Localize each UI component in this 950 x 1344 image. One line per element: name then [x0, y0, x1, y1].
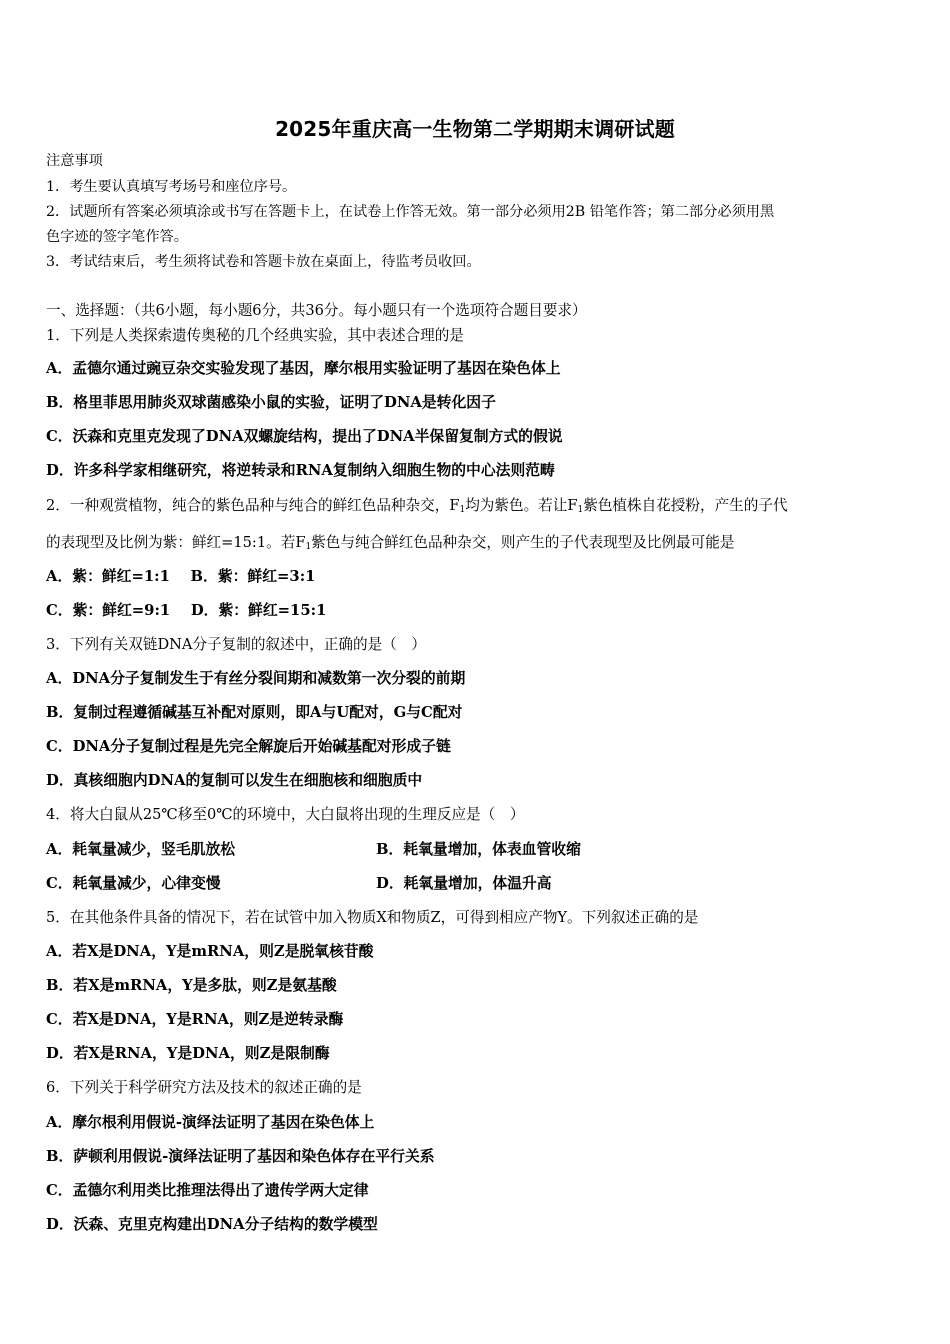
page-title: 2025年重庆高一生物第二学期期末调研试题	[275, 117, 675, 141]
option-d[interactable]: D．沃森、克里克构建出DNA分子结构的数学模型	[46, 1216, 378, 1233]
question-stem-continued	[46, 533, 734, 553]
option-a[interactable]: A．DNA分子复制发生于有丝分裂间期和减数第一次分裂的前期	[46, 670, 466, 687]
question-stem	[46, 326, 464, 346]
question-stem	[46, 496, 788, 516]
option-c[interactable]: C．耗氧量减少，心律变慢	[46, 875, 221, 892]
options-row	[46, 601, 326, 621]
option-a[interactable]: A．耗氧量减少，竖毛肌放松	[46, 841, 236, 858]
notice-heading: 注意事项	[46, 153, 103, 169]
option-a[interactable]: A．摩尔根利用假说-演绎法证明了基因在染色体上	[46, 1114, 375, 1131]
question-text: 紫色植株自花授粉，产生的子代	[583, 497, 788, 514]
options-row	[46, 567, 315, 587]
notice-item: 2．试题所有答案必须填涂或书写在答题卡上，在试卷上作答无效。第一部分必须用2B 铅笔作答；第二部分必须用黑	[46, 204, 775, 220]
notice-item: 1．考生要认真填写考场号和座位序号。	[46, 179, 297, 195]
question-text: 下列关于科学研究方法及技术的叙述正确的是	[69, 1079, 362, 1096]
option-d[interactable]: D．耗氧量增加，体温升高	[376, 875, 552, 892]
question-text: 下列有关双链DNA分子复制的叙述中，正确的是（ ）	[69, 636, 426, 653]
question-stem	[46, 635, 426, 655]
question-text: 一种观赏植物，纯合的紫色品种与纯合的鲜红色品种杂交，F	[69, 497, 460, 514]
question-stem	[46, 805, 524, 825]
question-number: 6．	[46, 1079, 70, 1096]
option-c[interactable]: C．孟德尔利用类比推理法得出了遗传学两大定律	[46, 1182, 369, 1199]
question-number: 2．	[46, 497, 70, 514]
question-number: 5．	[46, 909, 70, 926]
question-number: 4．	[46, 806, 70, 823]
option-c[interactable]: C．DNA分子复制过程是先完全解旋后开始碱基配对形成子链	[46, 738, 451, 755]
question-text: 下列是人类探索遗传奥秘的几个经典实验，其中表述合理的是	[69, 327, 464, 344]
option-b[interactable]: B．萨顿利用假说-演绎法证明了基因和染色体存在平行关系	[46, 1148, 435, 1165]
option-d[interactable]: D．许多科学家相继研究，将逆转录和RNA复制纳入细胞生物的中心法则范畴	[46, 462, 555, 479]
option-b[interactable]: B．若X是mRNA，Y是多肽，则Z是氨基酸	[46, 977, 337, 994]
option-d[interactable]: D．紫：鲜红=15:1	[190, 602, 327, 619]
question-text: 在其他条件具备的情况下，若在试管中加入物质X和物质Z，可得到相应产物Y。下列叙述正确的是	[69, 909, 699, 926]
question-stem	[46, 908, 698, 928]
question-text: 的表现型及比例为紫：鲜红=15:1。若F	[46, 534, 306, 551]
question-number: 3．	[46, 636, 70, 653]
question-text: 紫色与纯合鲜红色品种杂交，则产生的子代表现型及比例最可能是	[311, 534, 735, 551]
question-number: 1．	[46, 327, 70, 344]
question-stem	[46, 1078, 362, 1098]
question-text: 均为紫色。若让F	[465, 497, 578, 514]
option-c[interactable]: C．紫：鲜红=9:1	[46, 602, 171, 619]
subscript: 1	[577, 505, 584, 515]
option-d[interactable]: D．若X是RNA，Y是DNA，则Z是限制酶	[46, 1045, 330, 1062]
option-a[interactable]: A．孟德尔通过豌豆杂交实验发现了基因，摩尔根用实验证明了基因在染色体上	[46, 360, 561, 377]
notice-item: 3．考试结束后，考生须将试卷和答题卡放在桌面上，待监考员收回。	[46, 254, 481, 270]
section-heading: 一、选择题：（共6小题，每小题6分，共36分。每小题只有一个选项符合题目要求）	[46, 302, 587, 319]
notice-item: 色字迹的签字笔作答。	[46, 229, 188, 245]
option-b[interactable]: B．格里菲思用肺炎双球菌感染小鼠的实验，证明了DNA是转化因子	[46, 394, 496, 411]
subscript: 1	[305, 542, 312, 552]
option-c[interactable]: C．若X是DNA，Y是RNA，则Z是逆转录酶	[46, 1011, 344, 1028]
option-b[interactable]: B．耗氧量增加，体表血管收缩	[376, 841, 581, 858]
option-a[interactable]: A．若X是DNA，Y是mRNA，则Z是脱氧核苷酸	[46, 943, 374, 960]
subscript: 1	[459, 505, 466, 515]
option-c[interactable]: C．沃森和克里克发现了DNA双螺旋结构，提出了DNA半保留复制方式的假说	[46, 428, 563, 445]
option-b[interactable]: B．复制过程遵循碱基互补配对原则，即A与U配对，G与C配对	[46, 704, 463, 721]
option-d[interactable]: D．真核细胞内DNA的复制可以发生在细胞核和细胞质中	[46, 772, 423, 789]
option-b[interactable]: B．紫：鲜红=3:1	[190, 568, 316, 585]
question-text: 将大白鼠从25℃移至0℃的环境中，大白鼠将出现的生理反应是（ ）	[69, 806, 525, 823]
option-a[interactable]: A．紫：鲜红=1:1	[46, 568, 170, 585]
